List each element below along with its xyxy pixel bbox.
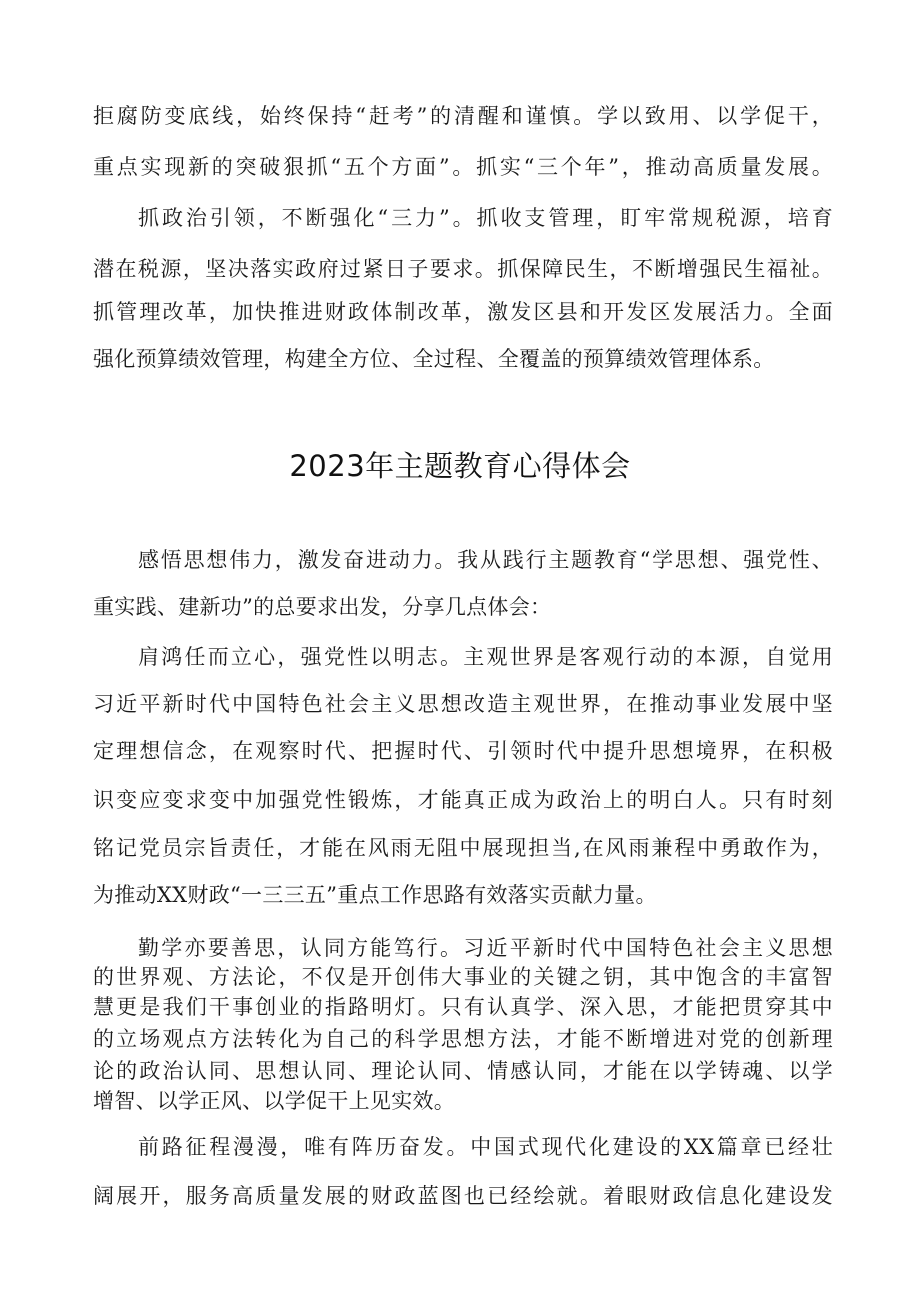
text-line: 的世界观、方法论，不仅是开创伟大事业的关键之钥，其中饱含的丰富智: [93, 965, 833, 989]
text-line: 识变应变求变中加强党性锻炼，才能真正成为政治上的明白人。只有时刻: [93, 788, 833, 812]
text-line: 重实践、建新功”的总要求出发，分享几点体会：: [93, 595, 552, 619]
text-line: 潜在税源，坚决落实政府过紧日子要求。抓保障民生，不断增强民生福祉。: [93, 257, 833, 281]
text-line: 论的政治认同、思想认同、理论认同、情感认同，才能在以学铸魂、以学: [93, 1059, 833, 1083]
text-line: 为推动XX财政“一三三五”重点工作思路有效落实贡献力量。: [93, 883, 657, 907]
text-line: 前路征程漫漫，唯有阵历奋发。中国式现代化建设的XX篇章已经壮: [138, 1135, 833, 1159]
text-line: 定理想信念，在观察时代、把握时代、引领时代中提升思想境界，在积极: [93, 739, 833, 763]
text-line: 抓政治引领，不断强化“三力”。抓收支管理，盯牢常规税源，培育: [138, 206, 833, 230]
text-line: 重点实现新的突破狠抓“五个方面”。抓实“三个年”，推动高质量发展。: [93, 155, 833, 179]
text-line: 习近平新时代中国特色社会主义思想改造主观世界，在推动事业发展中坚: [93, 692, 833, 716]
text-line: 阔展开，服务高质量发展的财政蓝图也已经绘就。着眼财政信息化建设发: [93, 1184, 833, 1208]
document-title: 2023年主题教育心得体会: [289, 449, 631, 483]
text-line: 铭记党员宗旨责任，才能在风雨无阻中展现担当,在风雨兼程中勇敢作为，: [93, 836, 833, 860]
text-line: 肩鸿任而立心，强党性以明志。主观世界是客观行动的本源，自觉用: [138, 645, 833, 669]
text-line: 抓管理改革，加快推进财政体制改革，激发区县和开发区发展活力。全面: [93, 300, 833, 324]
text-line: 慧更是我们干事创业的指路明灯。只有认真学、深入思，才能把贯穿其中: [93, 995, 833, 1019]
text-line: 增智、以学正风、以学促干上见实效。: [93, 1089, 456, 1113]
text-line: 强化预算绩效管理，构建全方位、全过程、全覆盖的预算绩效管理体系。: [93, 347, 775, 371]
text-line: 的立场观点方法转化为自己的科学思想方法，才能不断增进对党的创新理: [93, 1027, 833, 1051]
text-line: 勤学亦要善思，认同方能笃行。习近平新时代中国特色社会主义思想: [138, 936, 833, 960]
text-line: 拒腐防变底线，始终保持“赶考”的清醒和谨慎。学以致用、以学促干，: [93, 104, 833, 128]
text-line: 感悟思想伟力，激发奋进动力。我从践行主题教育“学思想、强党性、: [138, 548, 833, 572]
